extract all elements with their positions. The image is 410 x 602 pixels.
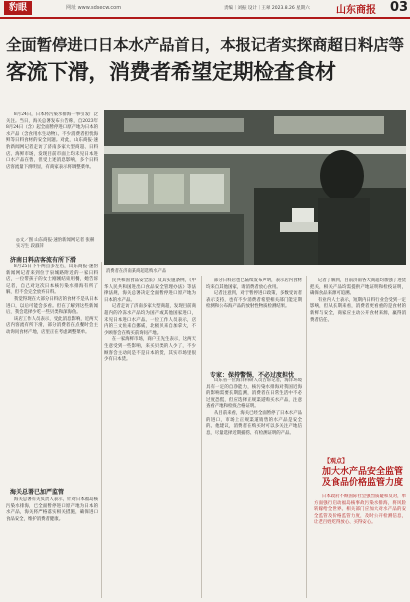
body-paragraph: 海关总署有关负责人表示，针对日本福岛核污染水排海，已全面暂停进口原产地为日本的水产品，海关将严格落实相关措施，确保进口食品安全，维护消费者健康。 (6, 497, 98, 522)
website-url: 网址 www.sdsecw.com (66, 5, 122, 11)
body-paragraph: 记者走访了济南多家大型商超，发现目前商超内的冷冻水产品均为国产或其他国家进口，未见日本进口水产品。一位工作人员表示，店内的三文鱼来自挪威，北极贝来自加拿大，不少顾客会在购买前询问产地。 (104, 304, 196, 336)
supermarket-scene-image (104, 110, 406, 265)
column-divider (306, 276, 307, 598)
page-number: 03 (390, 0, 409, 15)
body-paragraph: 该店工作人员表示，受此消息影响，近两天店内客流有所下滑，部分消费者在点餐时会主动询问食材产地，店里正在考虑调整菜单。 (6, 316, 98, 335)
column-brand-logo: 豹眼 (4, 1, 32, 15)
article-column-3b (206, 378, 302, 597)
opinion-label: 【观点】 (324, 458, 349, 465)
body-paragraph: 民共和国食品安全法》及其实施条例，《中华人民共和国进出口食品安全管理办法》等法律法规，海关总署决定全面暂停进口原产地为日本的水产品。 (104, 278, 196, 303)
article-column-4 (310, 278, 406, 438)
body-paragraph: 8月25日下午两点多左右，山东商报·速豹新闻网记者来到位于泉城路附近的一家日料店，一位带孩子的女士刚刚结束用餐，她告诉记者，自己对这次日本核污染水排海有所了解，但不会完全放弃日料。 (6, 264, 98, 296)
body-paragraph: 有业内人士表示，短期内日料行业会受到一定影响，但从长期来看，消费者更看重的是食材的新鲜与安全，商家应主动公开食材来源，赢得消费者信任。 (310, 297, 406, 323)
column-divider (201, 276, 202, 598)
body-paragraph: 日本政府不顾国际社会强烈质疑和反对，单方面强行启动福岛核事故污染水排海，将风险转嫁给全世界。相关部门应加大对水产品的安全监管及价格监管力度，及时公开检测信息，让老百姓吃得放心、买得安心。 (314, 494, 406, 526)
body-paragraph: 部分日料店也已陆续发布声明，表示店内食材均来自其他国家，请消费者放心食用。 (206, 278, 302, 290)
section-heading: 济南日料店客流有所下滑 (10, 257, 77, 264)
body-paragraph: 从目前来看，海关已经全面暂停了日本水产品的进口，市场上正规渠道销售的水产品是安全的。他建议，消费者在购买时可以多关注产地信息，尽量选择近期捕捞、有检测证明的产品。 (206, 410, 302, 436)
body-paragraph: 山东省一位海洋科研人员告诉记者，海洋环境具有一定的自净能力，核污染水排海对我国近海的影响需要长期监测，消费者在日常生活中不必过度恐慌，但应选择正规渠道购买水产品，注意查看产地和检疫合格证明。 (206, 378, 302, 410)
photo-caption: 消费者在济南某商超选购水产品 (106, 269, 167, 274)
editor-date-line: 责编｜刘振 设计｜王翠 2023.8.26 星期六 (224, 6, 310, 11)
headline-main: 客流下滑，消费者希望定期检查食材 (6, 60, 336, 84)
section-heading: 专家：保持警惕，不必过度担忧 (210, 372, 295, 379)
headline-kicker: 全面暂停进口日本水产品首日，本报记者实探商超日料店等 (6, 36, 404, 54)
column-divider (101, 262, 102, 598)
article-column-1 (6, 264, 98, 482)
article-column-3 (206, 278, 302, 370)
body-paragraph: 记者注意到，对于暂停进口政策，多数受访者表示支持，也有不少消费者希望相关部门能定期检测和公布海产品的放射性物质检测结果。 (206, 291, 302, 310)
lead-paragraph (6, 112, 98, 234)
opinion-title: 加大水产品安全监管及食品价格监管力度 (322, 467, 404, 488)
body-paragraph: 记者了解到，目前济南各大商超均加强了进货把关，相关产品均需提供产地证明和检疫证明，确保食品来源可追溯。 (310, 278, 406, 297)
newspaper-name: 山东商报 (336, 5, 376, 16)
article-column-2 (104, 278, 196, 597)
byline-credit: ◎文／图 山东商报·速豹新闻网记者 张赫 实习生 段淑萍 (16, 238, 95, 249)
opinion-body (314, 494, 406, 597)
lead-text: 8月24日，日本将污染水排海一事引发广泛关注。当日，海关总署发布公告称，自2023年8月24日（含）起全面暂停进口原产地为日本的水产品（含食用水生动物）。不少消费者担忧海鲜等日料食材的安全问题。对此，山东商报·速豹新闻网记者走访了济南多家大型商超、日料店、海鲜市场，发现目前市面上均未见日本进口水产品在售，但受上述消息影响，多个日料店客流量下滑明显，有商家表示将调整菜单。 (6, 112, 98, 170)
article-column-1b (6, 497, 98, 597)
news-photo (104, 110, 406, 265)
body-paragraph: 我觉得现在大部分日料店的食材不是从日本进口，以后可能会多看。但在了解到这些新闻后，我会选择少吃一些贝类和深海鱼。 (6, 296, 98, 316)
body-paragraph: 在一家海鲜市场，商户王先生表示，这两天生意受到一些影响，来买贝类的人少了，不少顾客会主动问是不是日本的货，其实市场里很少有日本货。 (104, 337, 196, 363)
section-heading: 海关总署已加严监管 (10, 489, 65, 496)
